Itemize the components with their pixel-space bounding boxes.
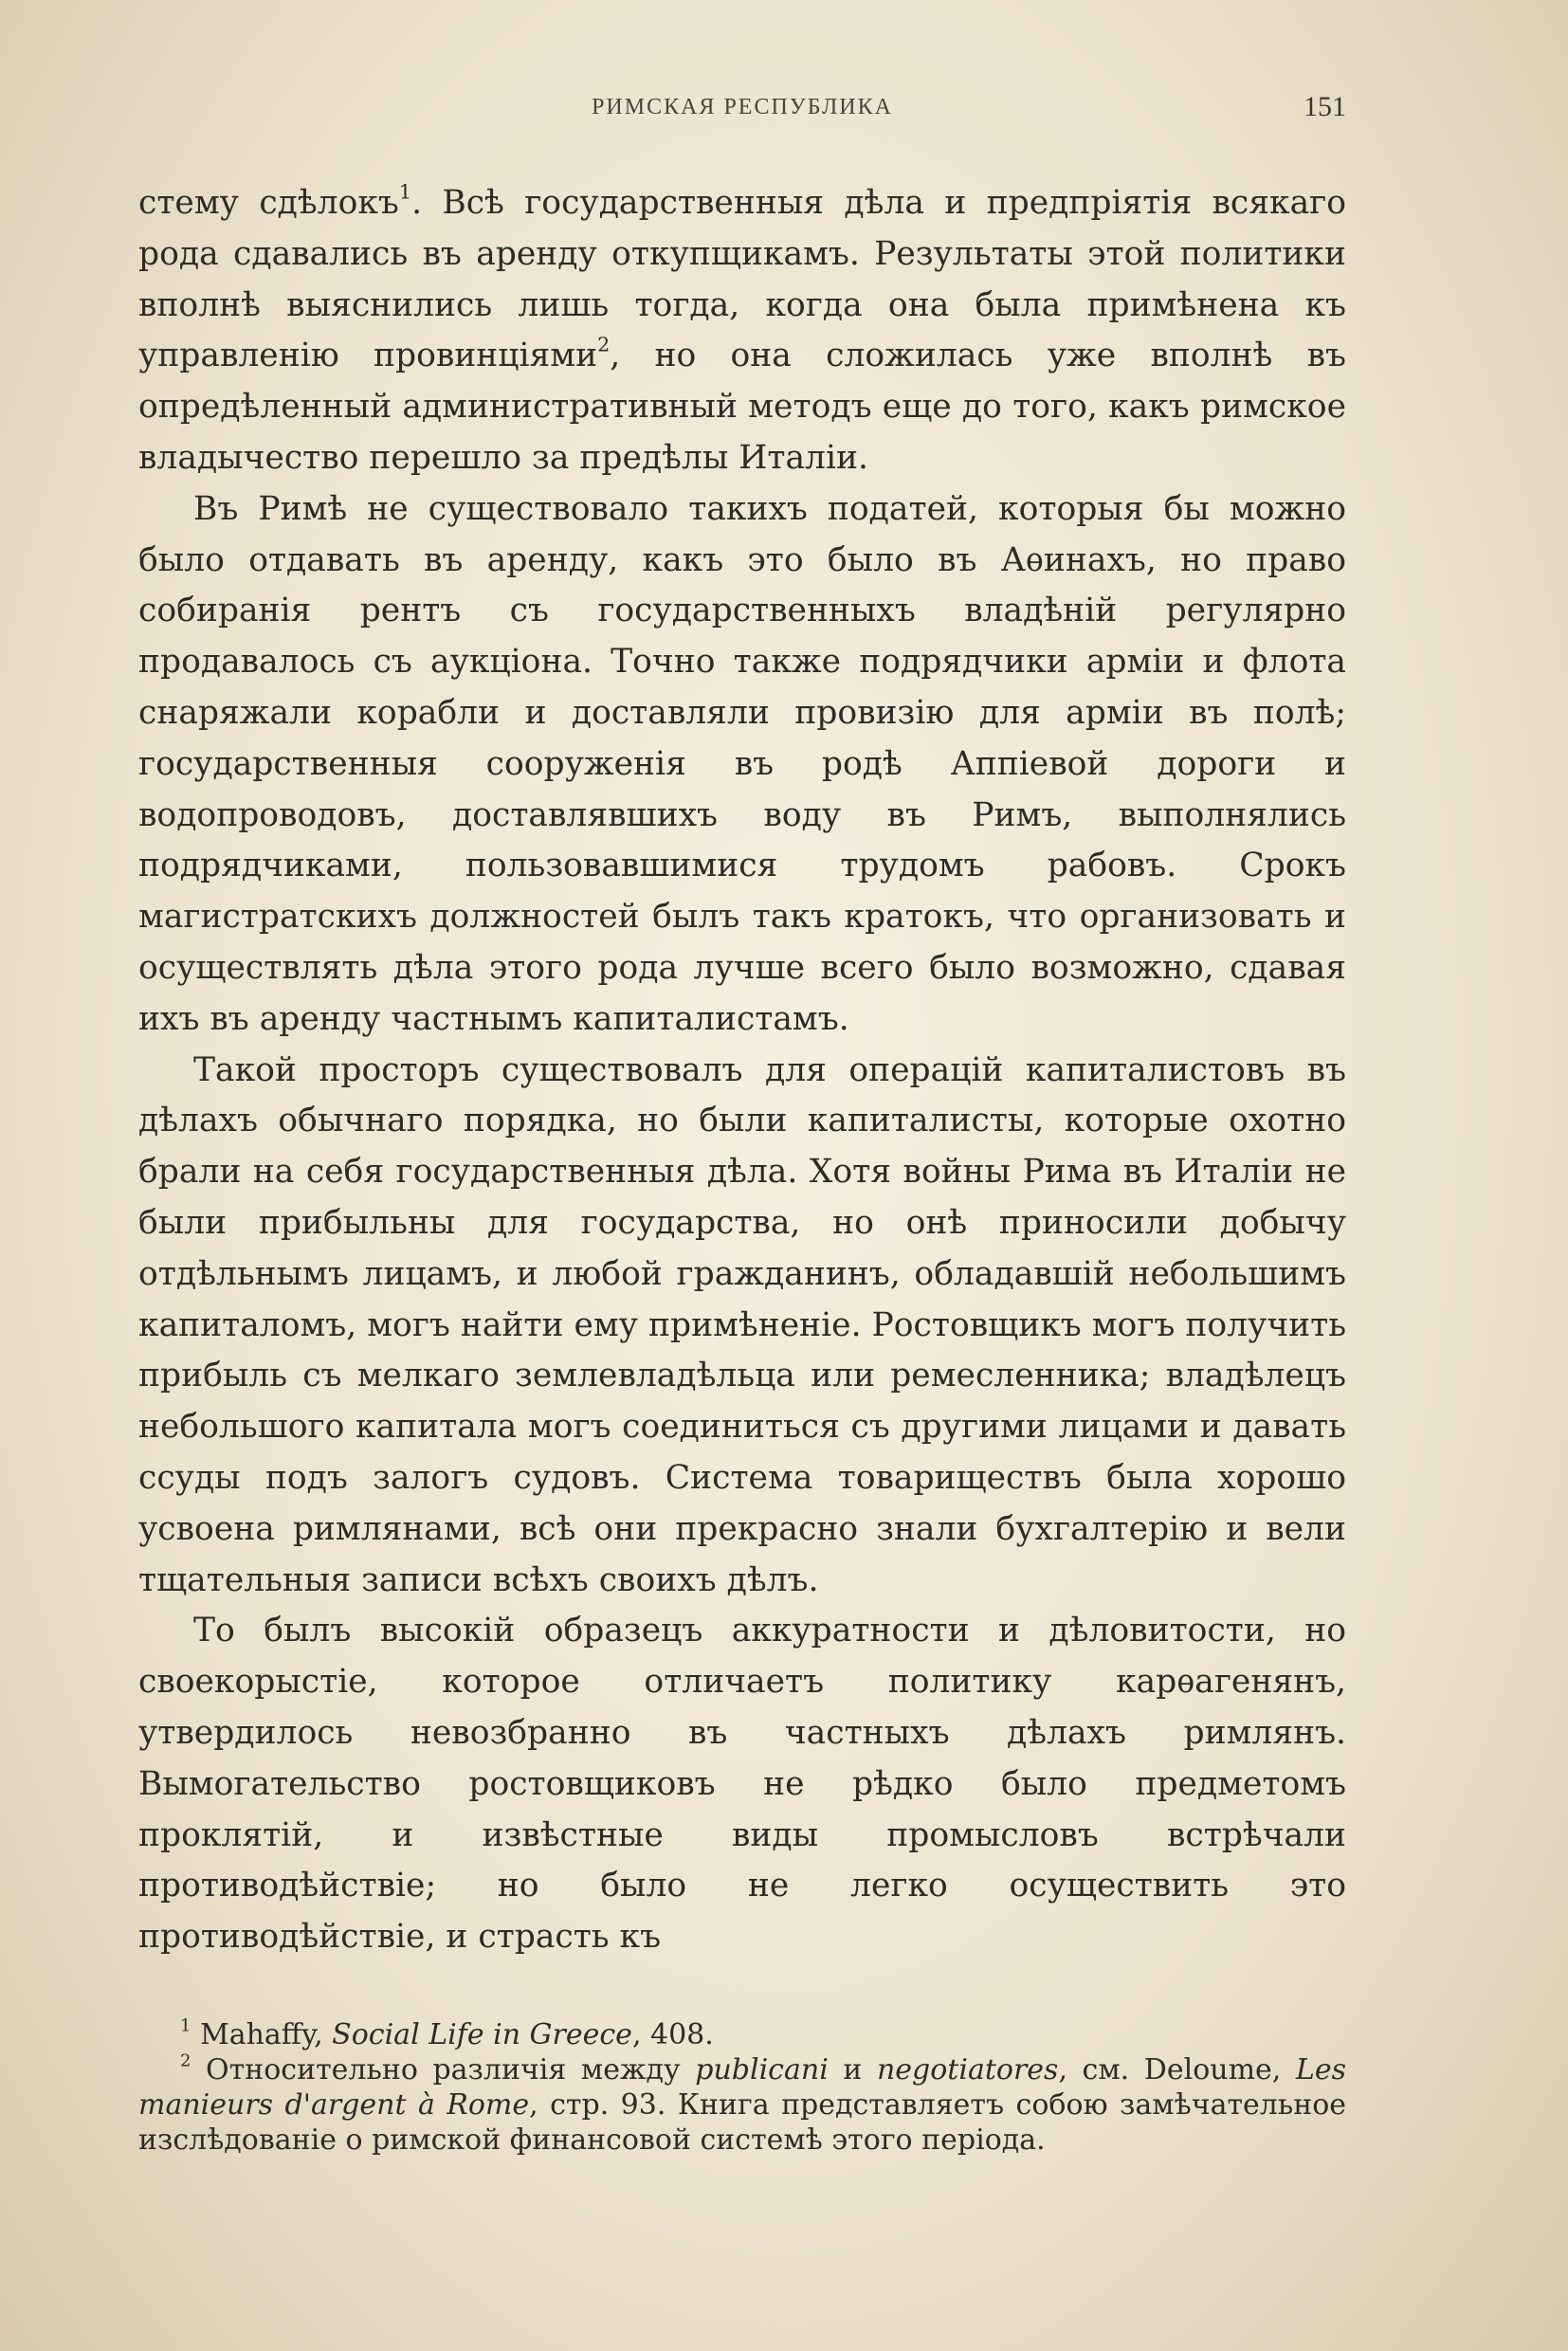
footnote-1-mark: 1 [180, 2015, 191, 2036]
footnote-ref-1[interactable]: 1 [398, 180, 412, 204]
body-text [138, 178, 1346, 1963]
paragraph-1-middle: . Всѣ государственныя дѣла и предпріятія всякаго рода сдавались въ аренду откупщикамъ. Результаты этой политики вполнѣ выяснились лишь тогда, когда она была примѣнена къ управленію провинціями [138, 184, 1346, 375]
footnote-2-text-a: Относительно различія между [206, 2053, 681, 2087]
page-number: 151 [1304, 91, 1346, 122]
footnote-1-title: Social Life in Greece [332, 2018, 632, 2051]
paragraph-1-end: , но она сложилась уже вполнѣ въ опредѣленный административный методъ еще до того, какъ римское владычество перешло за предѣлы Италіи. [138, 337, 1346, 477]
paragraph-4: То былъ высокій образецъ аккуратности и дѣловитости, но своекорыстіе, которое отличаетъ политику карѳагенянъ, утвердилось невозбранно въ частныхъ дѣлахъ римлянъ. Вымогательство ростовщиковъ не рѣдко было предметомъ проклятій, и извѣстные виды промысловъ встрѣчали противодѣйствіе; но было не легко осуществить это противодѣйствіе, и страсть къ [138, 1612, 1346, 1957]
footnote-1 [138, 2017, 1346, 2052]
page-header [138, 91, 1346, 133]
paragraph-3: Такой просторъ существовалъ для операцій капиталистовъ въ дѣлахъ обычнаго порядка, но были капиталисты, которые охотно брали на себя государственныя дѣла. Хотя войны Рима въ Италіи не были прибыльны для государства, но онѣ приносили добычу отдѣльнымъ лицамъ, и любой гражданинъ, обладавшій небольшимъ капиталомъ, могъ найти ему примѣненіе. Ростовщикъ могъ получить прибыль съ мелкаго землевладѣльца или ремесленника; владѣлецъ небольшого капитала могъ соединиться съ другими лицами и давать ссуды подъ залогъ судовъ. Система товариществъ была хорошо усвоена римлянами, всѣ они прекрасно знали бухгалтерію и вели тщательныя записи всѣхъ своихъ дѣлъ. [138, 1050, 1346, 1599]
footnote-2-term-publicani: publicani [695, 2053, 829, 2087]
footnote-2 [138, 2052, 1346, 2158]
footnote-2-book-title: Les manieurs d'argent à Rome [138, 2053, 1346, 2122]
footnote-ref-2[interactable]: 2 [597, 333, 611, 356]
footnote-2-text-b: и [843, 2053, 863, 2087]
paragraph-1-start: стему сдѣлокъ [138, 184, 399, 222]
paragraph-1 [138, 178, 1346, 484]
footnote-2-text-c: , см. Deloume, [1058, 2053, 1282, 2087]
footnotes [138, 2017, 1346, 2158]
footnote-2-mark: 2 [180, 2050, 191, 2071]
footnote-2-text-d: , стр. 93. Книга представляетъ собою замѣчательное изслѣдованіе о римской финансовой системѣ этого періода. [138, 2088, 1347, 2157]
running-title: РИМСКАЯ РЕСПУБЛИКА [592, 95, 893, 119]
footnote-1-author: Mahaffy, [200, 2018, 323, 2051]
footnote-1-page: , 408. [631, 2018, 714, 2051]
footnote-2-term-negotiatores: negotiatores [876, 2053, 1059, 2087]
paragraph-2: Въ Римѣ не существовало такихъ податей, которыя бы можно было отдавать въ аренду, какъ это было въ Аѳинахъ, но право собиранія рентъ съ государственныхъ владѣній регулярно продавалось съ аукціона. Точно также подрядчики арміи и флота снаряжали корабли и доставляли провизію для арміи въ полѣ; государственныя сооруженія въ родѣ Аппіевой дороги и водопроводовъ, доставлявшихъ воду въ Римъ, выполнялись подрядчиками, пользовавшимися трудомъ рабовъ. Срокъ магистратскихъ должностей былъ такъ кратокъ, что организовать и осуществлять дѣла этого рода лучше всего было возможно, сдавая ихъ въ аренду частнымъ капиталистамъ. [138, 489, 1346, 1038]
